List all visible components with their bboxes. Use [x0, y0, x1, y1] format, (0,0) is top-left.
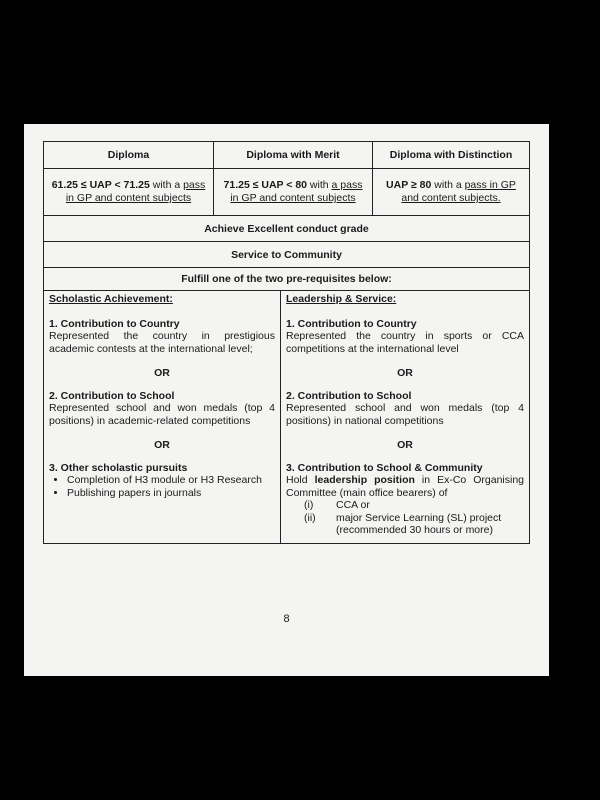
- criteria-row: [44, 169, 529, 216]
- roman-item: [286, 499, 524, 512]
- roman-numeral: (ii): [304, 511, 316, 524]
- prereq-columns: [44, 291, 529, 543]
- left-item1-text: Represented the country in prestigious academic contests at the international level;: [49, 330, 275, 355]
- criteria-underlined: pass: [183, 179, 206, 191]
- or-label: OR: [154, 439, 170, 451]
- left-item1-title: 1. Contribution to Country: [49, 317, 180, 330]
- right-item1-title: 1. Contribution to Country: [286, 317, 417, 330]
- page-number: 8: [283, 613, 290, 625]
- scholastic-bullets: [49, 474, 275, 499]
- roman-text: major Service Learning (SL) project (recommended 30 hours or more): [336, 511, 502, 536]
- header-row: [44, 142, 529, 169]
- conduct-row: [44, 216, 529, 242]
- prereq-row: [44, 268, 529, 291]
- header-diploma: Diploma: [44, 142, 214, 168]
- leadership-position-emphasis: leadership position: [314, 474, 415, 486]
- scholastic-title: Scholastic Achievement:: [49, 293, 173, 305]
- service-requirement: Service to Community: [231, 248, 342, 261]
- left-item2-title: 2. Contribution to School: [49, 389, 175, 402]
- criteria-underlined: and content subjects.: [401, 192, 501, 204]
- criteria-underlined: pass in GP: [464, 179, 516, 191]
- header-diploma-distinction: Diploma with Distinction: [389, 149, 513, 161]
- right-item3-title: 3. Contribution to School & Community: [286, 461, 483, 474]
- left-item3-title: 3. Other scholastic pursuits: [49, 461, 188, 474]
- or-label: OR: [397, 367, 413, 379]
- uap-range: UAP ≥ 80: [386, 179, 432, 191]
- criteria-merit: [214, 169, 373, 215]
- uap-range: 71.25 ≤ UAP < 80: [223, 179, 308, 191]
- scholastic-column: [44, 291, 281, 543]
- criteria-text: with a: [149, 179, 184, 191]
- leadership-column: [281, 291, 529, 543]
- criteria-underlined: in GP and content subjects: [230, 192, 356, 204]
- criteria-underlined: a pass: [331, 179, 363, 191]
- roman-item: [286, 512, 524, 537]
- left-item2-text: Represented school and won medals (top 4 positions) in academic-related competitions: [49, 402, 275, 427]
- right-item3-text: [286, 474, 524, 499]
- header-diploma-merit: Diploma with Merit: [214, 142, 373, 168]
- right-item1-text: Represented the country in sports or CCA competitions at the international level: [286, 330, 524, 355]
- uap-range: 61.25 ≤ UAP < 71.25: [51, 179, 150, 191]
- criteria-diploma: [44, 169, 214, 215]
- leadership-title: Leadership & Service:: [286, 293, 397, 305]
- criteria-text: with a: [431, 179, 465, 191]
- bullet-item: • Completion of H3 module or H3 Research: [67, 474, 275, 487]
- diploma-criteria-table: [43, 141, 530, 544]
- criteria-text: with: [307, 179, 332, 191]
- prereq-heading: Fulfill one of the two pre-requisites below:: [181, 273, 392, 285]
- criteria-underlined: in GP and content subjects: [65, 192, 192, 204]
- text-fragment: in Ex-Co Organising Committee (main office bearers) of: [286, 474, 525, 499]
- roman-numeral: (i): [304, 499, 314, 511]
- right-item2-title: 2. Contribution to School: [286, 389, 412, 402]
- text-fragment: Hold: [286, 474, 315, 486]
- service-row: [44, 242, 529, 268]
- conduct-requirement: Achieve Excellent conduct grade: [204, 222, 369, 235]
- criteria-distinction: [373, 169, 529, 215]
- document-page: [24, 124, 549, 676]
- roman-text: CCA or: [336, 499, 370, 511]
- or-label: OR: [154, 367, 170, 379]
- bullet-item: • Publishing papers in journals: [67, 487, 275, 500]
- right-item2-text: Represented school and won medals (top 4 positions) in national competitions: [286, 402, 524, 427]
- or-label: OR: [397, 439, 413, 451]
